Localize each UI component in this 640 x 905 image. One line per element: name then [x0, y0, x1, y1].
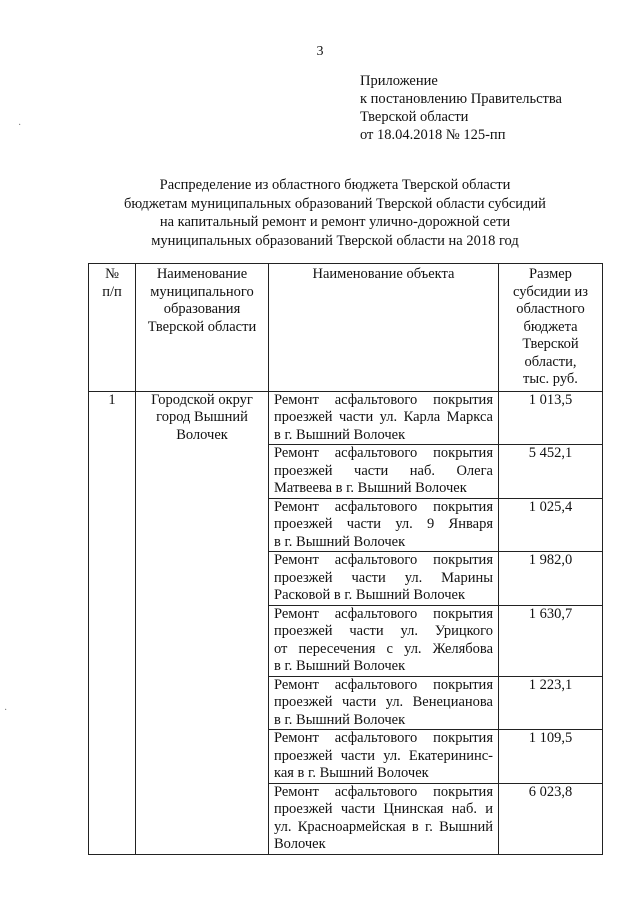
- header-text: Наименование: [156, 266, 248, 282]
- header-subsidy: [499, 264, 603, 392]
- header-text: п/п: [102, 283, 122, 300]
- header-text: Тверской области: [147, 318, 257, 335]
- page-number: 3: [316, 44, 324, 59]
- scan-mark: ·: [4, 705, 8, 716]
- header-municipality: [136, 264, 269, 392]
- subsidy-amount: 1 630,7: [499, 605, 603, 676]
- row-number: 1: [89, 391, 136, 854]
- object-line: в г. Вышний Волочек: [274, 711, 406, 728]
- title-line: бюджетам муниципальных образований Тверской области субсидий: [124, 195, 546, 212]
- appendix-line: Тверской области: [360, 109, 469, 125]
- subsidy-amount: 1 109,5: [499, 730, 603, 784]
- object-cell: [269, 498, 499, 552]
- appendix-block: [360, 72, 562, 144]
- object-line: Ремонт асфальтового покрытия: [274, 605, 493, 622]
- municipality-line: Волочек: [176, 426, 228, 443]
- header-number: [89, 264, 136, 392]
- object-line: проезжей части наб. Олега: [274, 462, 493, 479]
- object-line: кая в г. Вышний Волочек: [274, 765, 429, 781]
- header-text: муниципального: [150, 283, 254, 300]
- object-line: проезжей части ул. Урицкого: [274, 623, 493, 639]
- header-text: субсидии из: [513, 283, 588, 300]
- header-object: [269, 264, 499, 392]
- object-line: в г. Вышний Волочек: [274, 533, 406, 550]
- object-line: Расковой в г. Вышний Волочек: [274, 587, 466, 603]
- subsidy-amount: 6 023,8: [499, 783, 603, 854]
- header-text: области,: [524, 353, 577, 370]
- header-text: Наименование объекта: [312, 266, 455, 282]
- title-line: муниципальных образований Тверской области на 2018 год: [151, 232, 519, 249]
- object-line: проезжей части Цнинская наб. и: [274, 801, 493, 817]
- municipality-cell: [136, 391, 269, 854]
- object-line: от пересечения с ул. Желябова: [274, 640, 493, 657]
- title-line: Распределение из областного бюджета Тверской области: [159, 177, 511, 193]
- header-text: Размер: [529, 266, 572, 282]
- object-line: Ремонт асфальтового покрытия: [274, 730, 493, 746]
- object-line: проезжей части ул. Екатерининс-: [274, 747, 493, 764]
- subsidy-amount: 1 013,5: [499, 391, 603, 445]
- scan-mark: ·: [18, 120, 22, 131]
- object-cell: [269, 552, 499, 606]
- object-line: в г. Вышний Волочек: [274, 426, 406, 443]
- table-header-row: [89, 264, 603, 392]
- header-text: №: [105, 266, 119, 282]
- object-line: Ремонт асфальтового покрытия: [274, 391, 493, 408]
- document-title: [95, 176, 575, 250]
- object-line: Матвеева в г. Вышний Волочек: [274, 480, 467, 496]
- object-cell: [269, 605, 499, 676]
- object-cell: [269, 730, 499, 784]
- object-line: проезжей части ул. Карла Маркса: [274, 409, 493, 425]
- header-text: бюджета: [523, 318, 578, 335]
- object-cell: [269, 676, 499, 730]
- object-line: Волочек: [274, 836, 326, 852]
- municipality-line: город Вышний: [156, 409, 248, 425]
- subsidy-amount: 5 452,1: [499, 445, 603, 499]
- header-text: тыс. руб.: [523, 371, 578, 387]
- header-text: образования: [163, 301, 241, 317]
- subsidy-amount: 1 025,4: [499, 498, 603, 552]
- object-line: Ремонт асфальтового покрытия: [274, 783, 493, 800]
- object-line: проезжей части ул. Марины: [274, 569, 493, 586]
- appendix-line: Приложение: [360, 73, 438, 89]
- subsidy-amount: 1 982,0: [499, 552, 603, 606]
- subsidy-table: [88, 263, 603, 855]
- object-cell: [269, 445, 499, 499]
- header-text: Тверской: [522, 336, 579, 352]
- object-line: Ремонт асфальтового покрытия: [274, 445, 493, 461]
- title-line: на капитальный ремонт и ремонт улично-дорожной сети: [159, 214, 511, 230]
- object-cell: [269, 391, 499, 445]
- table-row: [89, 391, 603, 445]
- appendix-line: к постановлению Правительства: [360, 91, 562, 107]
- header-text: областного: [516, 301, 585, 317]
- object-line: Ремонт асфальтового покрытия: [274, 498, 493, 515]
- municipality-line: Городской округ: [151, 391, 253, 408]
- appendix-line: от 18.04.2018 № 125-пп: [360, 127, 506, 143]
- object-line: ул. Красноармейская в г. Вышний: [274, 818, 493, 835]
- object-line: в г. Вышний Волочек: [274, 658, 406, 674]
- object-line: проезжей части ул. 9 Января: [274, 516, 493, 532]
- object-line: Ремонт асфальтового покрытия: [274, 552, 493, 568]
- object-cell: [269, 783, 499, 854]
- object-line: проезжей части ул. Венецианова: [274, 694, 493, 710]
- object-line: Ремонт асфальтового покрытия: [274, 676, 493, 693]
- subsidy-amount: 1 223,1: [499, 676, 603, 730]
